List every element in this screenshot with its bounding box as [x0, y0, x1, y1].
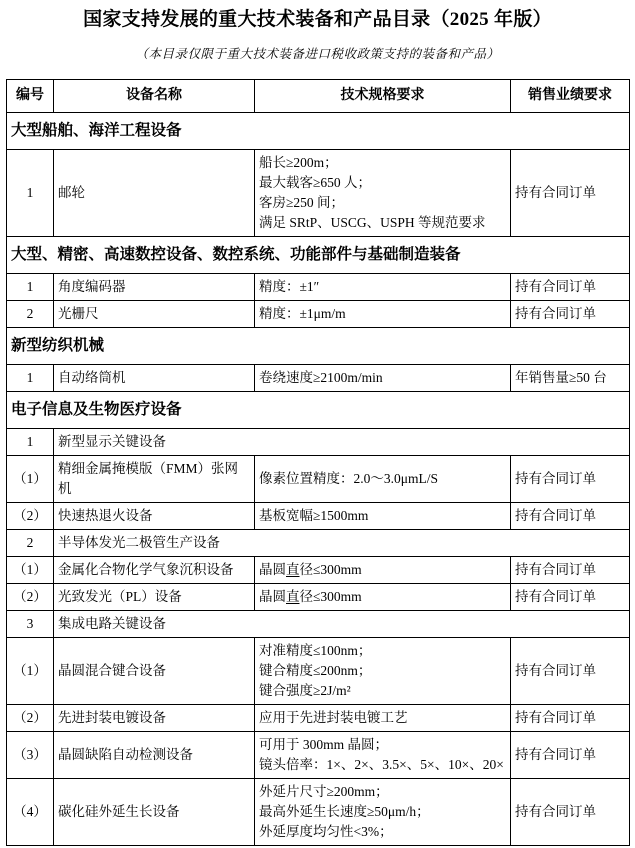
equipment-name-cell: 先进封装电镀设备: [54, 705, 255, 732]
row-number-cell: 2: [7, 530, 54, 557]
section-title: 新型纺织机械: [7, 328, 630, 365]
row-number-cell: 1: [7, 429, 54, 456]
spec-cell: 像素位置精度：2.0～3.0μmL/S: [255, 456, 511, 503]
catalog-table: [6, 79, 630, 846]
row-number-cell: （2）: [7, 584, 54, 611]
row-number-cell: 1: [7, 274, 54, 301]
section-header-row: [7, 392, 630, 429]
equipment-row: [7, 557, 630, 584]
group-name-cell: 新型显示关键设备: [54, 429, 630, 456]
equipment-name-cell: 晶圆缺陷自动检测设备: [54, 732, 255, 779]
equipment-name-cell: 碳化硅外延生长设备: [54, 779, 255, 846]
spec-cell: 应用于先进封装电镀工艺: [255, 705, 511, 732]
table-header: [7, 80, 630, 113]
row-number-cell: （1）: [7, 557, 54, 584]
equipment-name-cell: 光栅尺: [54, 301, 255, 328]
row-number-cell: （4）: [7, 779, 54, 846]
equipment-name-cell: 邮轮: [54, 150, 255, 237]
spec-cell: 卷绕速度≥2100m/min: [255, 365, 511, 392]
equipment-name-cell: 快速热退火设备: [54, 503, 255, 530]
sales-cell: 持有合同订单: [511, 503, 630, 530]
equipment-row: [7, 732, 630, 779]
sales-cell: 持有合同订单: [511, 301, 630, 328]
sales-cell: 持有合同订单: [511, 456, 630, 503]
row-number-cell: （1）: [7, 638, 54, 705]
equipment-name-cell: 自动络筒机: [54, 365, 255, 392]
sales-cell: 持有合同订单: [511, 150, 630, 237]
equipment-row: [7, 301, 630, 328]
sales-cell: 持有合同订单: [511, 638, 630, 705]
header-cell-name: 设备名称: [54, 80, 255, 113]
equipment-row: [7, 779, 630, 846]
equipment-name-cell: 光致发光（PL）设备: [54, 584, 255, 611]
equipment-row: [7, 638, 630, 705]
sales-cell: 持有合同订单: [511, 274, 630, 301]
spec-cell: 船长≥200m； 最大载客≥650 人； 客房≥250 间； 满足 SRtP、USCG、USPH 等规范要求: [255, 150, 511, 237]
spec-cell: 可用于 300mm 晶圆； 镜头倍率：1×、2×、3.5×、5×、10×、20×: [255, 732, 511, 779]
sales-cell: 持有合同订单: [511, 779, 630, 846]
equipment-name-cell: 金属化合物化学气象沉积设备: [54, 557, 255, 584]
equipment-row: [7, 150, 630, 237]
header-cell-sales: 销售业绩要求: [511, 80, 630, 113]
section-title: 大型船舶、海洋工程设备: [7, 113, 630, 150]
group-name-cell: 集成电路关键设备: [54, 611, 630, 638]
group-row: [7, 530, 630, 557]
row-number-cell: 1: [7, 365, 54, 392]
sales-cell: 持有合同订单: [511, 705, 630, 732]
group-name-cell: 半导体发光二极管生产设备: [54, 530, 630, 557]
row-number-cell: （2）: [7, 705, 54, 732]
section-header-row: [7, 237, 630, 274]
equipment-row: [7, 584, 630, 611]
sales-cell: 年销售量≥50 台: [511, 365, 630, 392]
header-cell-spec: 技术规格要求: [255, 80, 511, 113]
group-row: [7, 429, 630, 456]
equipment-row: [7, 503, 630, 530]
page-title: 国家支持发展的重大技术装备和产品目录（2025 年版）: [83, 9, 552, 30]
group-row: [7, 611, 630, 638]
sales-cell: 持有合同订单: [511, 732, 630, 779]
section-header-row: [7, 328, 630, 365]
row-number-cell: 3: [7, 611, 54, 638]
sales-cell: 持有合同订单: [511, 557, 630, 584]
equipment-name-cell: 精细金属掩模版（FMM）张网机: [54, 456, 255, 503]
section-title: 大型、精密、高速数控设备、数控系统、功能部件与基础制造装备: [7, 237, 630, 274]
row-number-cell: 2: [7, 301, 54, 328]
spec-cell: 基板宽幅≥1500mm: [255, 503, 511, 530]
sales-cell: 持有合同订单: [511, 584, 630, 611]
row-number-cell: 1: [7, 150, 54, 237]
spec-cell: 晶圆直径≤300mm: [255, 584, 511, 611]
section-title: 电子信息及生物医疗设备: [7, 392, 630, 429]
spec-cell: 对准精度≤100nm； 键合精度≤200nm； 键合强度≥2J/m²: [255, 638, 511, 705]
equipment-name-cell: 晶圆混合键合设备: [54, 638, 255, 705]
spec-cell: 晶圆直径≤300mm: [255, 557, 511, 584]
header-cell-number: 编号: [7, 80, 54, 113]
equipment-name-cell: 角度编码器: [54, 274, 255, 301]
page-subtitle: （本目录仅限于重大技术装备进口税收政策支持的装备和产品）: [135, 47, 500, 61]
spec-cell: 精度：±1″: [255, 274, 511, 301]
row-number-cell: （3）: [7, 732, 54, 779]
section-header-row: [7, 113, 630, 150]
equipment-row: [7, 365, 630, 392]
equipment-row: [7, 456, 630, 503]
row-number-cell: （2）: [7, 503, 54, 530]
row-number-cell: （1）: [7, 456, 54, 503]
table-header-row: [7, 80, 630, 113]
equipment-row: [7, 705, 630, 732]
table-body: [7, 113, 630, 846]
spec-cell: 外延片尺寸≥200mm； 最高外延生长速度≥50μm/h； 外延厚度均匀性<3%；: [255, 779, 511, 846]
spec-cell: 精度：±1μm/m: [255, 301, 511, 328]
equipment-row: [7, 274, 630, 301]
